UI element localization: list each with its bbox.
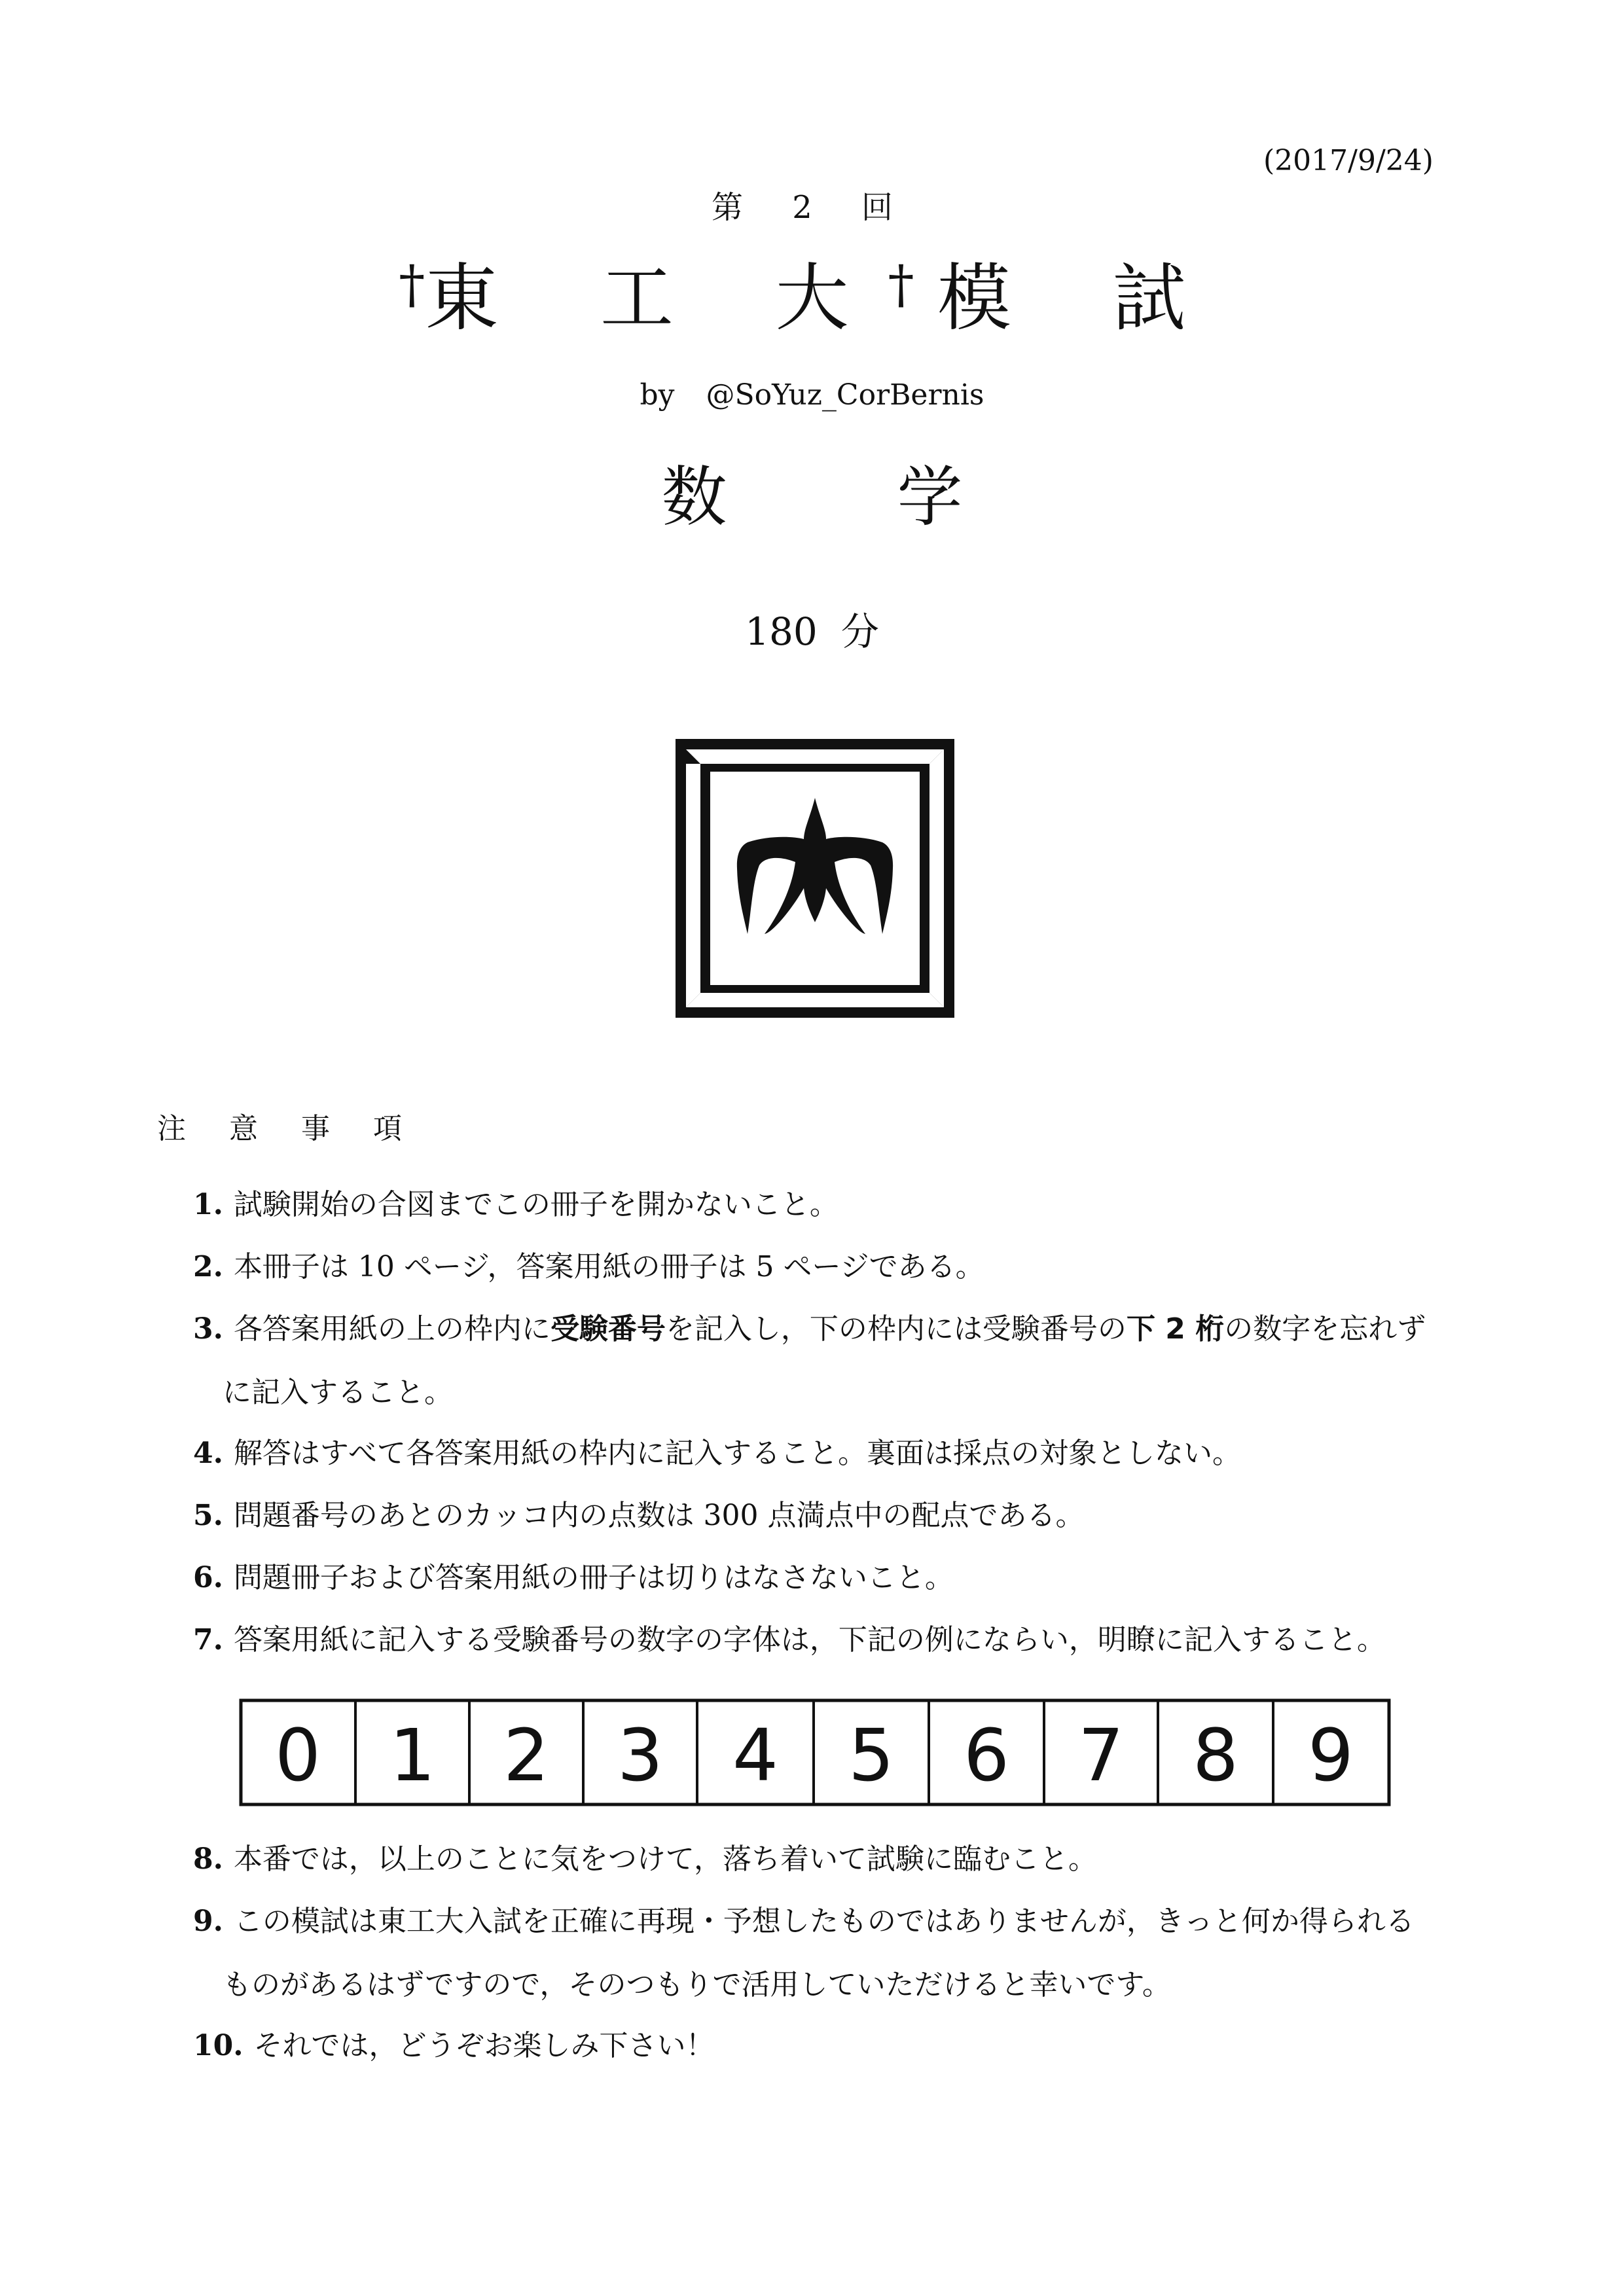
- digit-sample-box: [239, 1698, 1391, 1806]
- university-emblem-icon: [674, 738, 956, 1019]
- note-text: 本番では，以上のことに気をつけて，落ち着いて試験に臨むこと。: [233, 1842, 1098, 1876]
- note-emphasis: 下 2 桁: [1126, 1312, 1225, 1346]
- note-text: この模試は東工大入試を正確に再現・予想したものではありませんが，きっと何か得られる: [233, 1905, 1415, 1938]
- note-text: 解答はすべて各答案用紙の枠内に記入すること。裏面は採点の対象としない。: [233, 1437, 1242, 1470]
- digit-sample: 4: [732, 1713, 778, 1797]
- note-text: 各答案用紙の上の枠内に: [233, 1312, 550, 1346]
- digit-sample: 3: [617, 1713, 663, 1797]
- note-number: 7.: [193, 1623, 223, 1657]
- author-handle: @SoYuz_CorBernis: [706, 378, 984, 412]
- note-text-continued: ものがあるはずですので，そのつもりで活用していただけると幸いです。: [223, 1967, 1171, 2001]
- note-item-10: [193, 2029, 715, 2064]
- notes-heading: 注 意 事 項: [157, 1112, 419, 1145]
- title-university: 東 工 大: [425, 256, 888, 341]
- exam-duration: [0, 601, 1624, 656]
- subject-left: 数: [661, 459, 727, 535]
- note-number: 5.: [193, 1499, 223, 1532]
- note-item-3: [193, 1312, 1426, 1410]
- author-by: by: [640, 378, 675, 412]
- note-item-5: [193, 1499, 1084, 1534]
- note-number: 8.: [193, 1842, 223, 1876]
- exam-round: 第 2 回: [711, 189, 913, 226]
- digit-sample: 6: [964, 1713, 1009, 1797]
- note-emphasis: 受験番号: [550, 1312, 666, 1346]
- author-line: [0, 378, 1624, 412]
- note-text: 問題冊子および答案用紙の冊子は切りはなさないこと。: [233, 1561, 954, 1594]
- note-text: 答案用紙に記入する受験番号の数字の字体は，下記の例にならい，明瞭に記入すること。: [233, 1623, 1386, 1657]
- note-number: 2.: [193, 1250, 223, 1283]
- note-item-7: [193, 1623, 1386, 1658]
- note-text-continued: に記入すること。: [223, 1375, 453, 1409]
- note-text: 本冊子は 10 ページ，答案用紙の冊子は 5 ページである。: [233, 1250, 984, 1283]
- title-dagger: †: [399, 254, 425, 315]
- note-item-1: [193, 1188, 839, 1223]
- note-number: 3.: [193, 1312, 223, 1346]
- subject-title: [0, 459, 1624, 535]
- duration-unit: 分: [840, 609, 879, 654]
- note-text: 試験開始の合図までこの冊子を開かないこと。: [233, 1188, 839, 1221]
- digit-sample: 2: [503, 1713, 549, 1797]
- note-text: を記入し，下の枠内には受験番号の: [665, 1312, 1127, 1346]
- note-text: 問題番号のあとのカッコ内の点数は 300 点満点中の配点である。: [233, 1499, 1085, 1532]
- exam-date: (2017/9/24): [1263, 144, 1434, 177]
- note-item-2: [193, 1250, 984, 1285]
- note-text: それでは，どうぞお楽しみ下さい！: [253, 2029, 715, 2062]
- note-item-4: [193, 1437, 1241, 1471]
- digit-sample: 5: [848, 1713, 894, 1797]
- digit-sample: 7: [1078, 1713, 1124, 1797]
- digit-sample: 0: [275, 1713, 321, 1797]
- note-item-8: [193, 1842, 1097, 1877]
- title-mock-exam: 模 試: [937, 256, 1225, 341]
- digit-sample: 8: [1193, 1713, 1238, 1797]
- note-number: 1.: [193, 1188, 223, 1221]
- note-number: 10.: [193, 2029, 244, 2062]
- digit-sample: 1: [389, 1713, 435, 1797]
- note-item-9: [193, 1905, 1415, 2003]
- note-number: 9.: [193, 1905, 223, 1938]
- exam-title: [0, 254, 1624, 341]
- note-text: の数字を忘れず: [1224, 1312, 1426, 1346]
- subject-right: 学: [897, 459, 963, 535]
- note-number: 6.: [193, 1561, 223, 1594]
- note-number: 4.: [193, 1437, 223, 1470]
- duration-number: 180: [745, 609, 818, 654]
- digit-sample: 9: [1308, 1713, 1354, 1797]
- title-dagger: †: [888, 254, 914, 315]
- note-item-6: [193, 1561, 954, 1596]
